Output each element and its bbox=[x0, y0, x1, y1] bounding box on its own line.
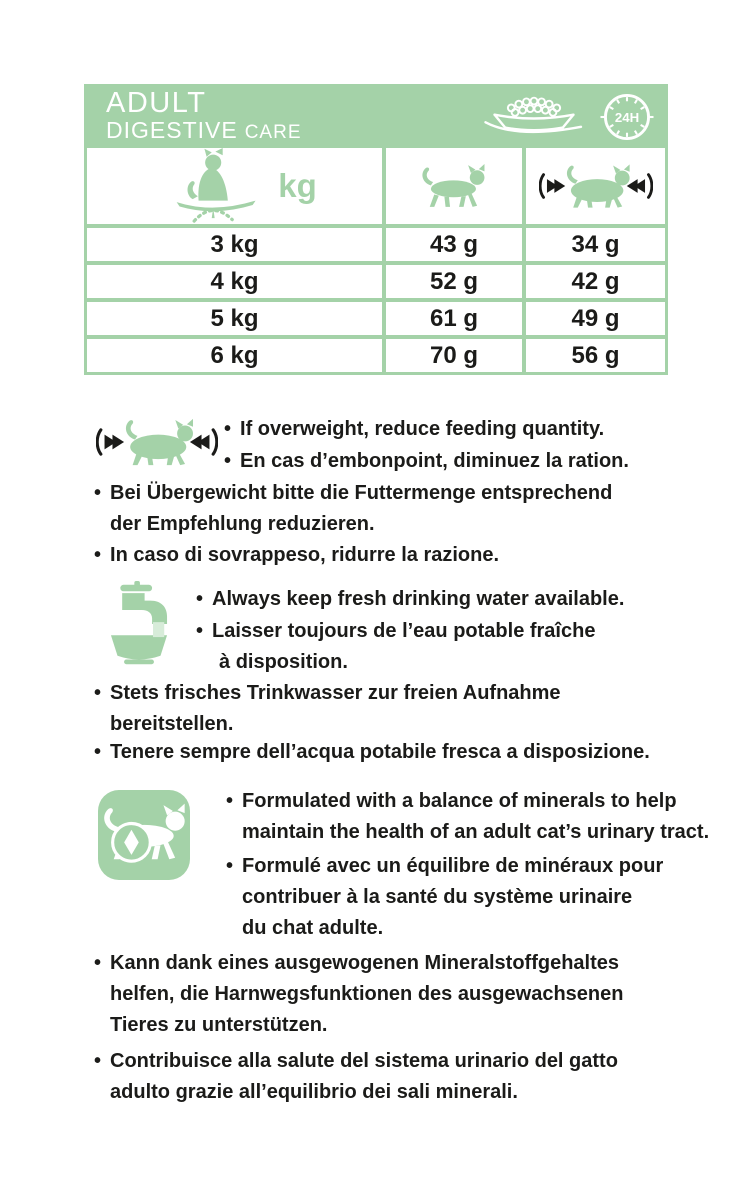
weight-cell: 3 kg bbox=[87, 228, 382, 261]
normal-ration-cell: 61 g bbox=[386, 302, 522, 335]
bullet-glyph: • bbox=[94, 1050, 102, 1072]
feeding-table bbox=[84, 148, 668, 375]
water-tap-icon bbox=[96, 581, 182, 667]
note-urinary-it: • Contribuisce alla salute del sistema urinario del gatto adulto grazie all’equilibrio dei sali minerali. bbox=[94, 1046, 618, 1108]
col-normal-header bbox=[386, 148, 522, 224]
bullet-glyph: • bbox=[224, 418, 232, 440]
note-overweight-fr: • En cas d’embonpoint, diminuez la ration. bbox=[224, 446, 629, 477]
reduced-ration-cell: 56 g bbox=[526, 339, 665, 372]
bullet-glyph: • bbox=[94, 952, 102, 974]
bullet-glyph: • bbox=[226, 855, 234, 877]
note-overweight-de: • Bei Übergewicht bitte die Futtermenge entsprechend der Empfehlung reduzieren. bbox=[94, 478, 612, 540]
urinary-care-icon bbox=[98, 790, 190, 880]
header-band bbox=[84, 84, 668, 148]
normal-ration-cell: 43 g bbox=[386, 228, 522, 261]
cat-overweight-icon bbox=[539, 163, 653, 209]
bullet-glyph: • bbox=[94, 741, 102, 763]
note-water-it: • Tenere sempre dell’acqua potabile fresca a disposizione. bbox=[94, 737, 650, 768]
subtitle-main: DIGESTIVE bbox=[106, 117, 238, 143]
page-subtitle bbox=[106, 117, 302, 144]
note-water-fr: • Laisser toujours de l’eau potable fraîche à disposition. bbox=[196, 616, 595, 678]
reduced-ration-cell: 34 g bbox=[526, 228, 665, 261]
bullet-glyph: • bbox=[94, 482, 102, 504]
reduced-ration-cell: 42 g bbox=[526, 265, 665, 298]
note-urinary-fr: • Formulé avec un équilibre de minéraux pour contribuer à la santé du système urinaire du chat adulte. bbox=[226, 851, 663, 944]
clock-24h-icon bbox=[598, 88, 656, 146]
cat-normal-icon bbox=[418, 164, 490, 208]
bullet-glyph: • bbox=[196, 620, 204, 642]
reduced-ration-cell: 49 g bbox=[526, 302, 665, 335]
note-overweight-it: • In caso di sovrappeso, ridurre la razione. bbox=[94, 540, 499, 571]
cat-overweight-icon bbox=[96, 412, 218, 472]
normal-ration-cell: 52 g bbox=[386, 265, 522, 298]
note-water-de: • Stets frisches Trinkwasser zur freien Aufnahme bereitstellen. bbox=[94, 678, 561, 740]
bullet-glyph: • bbox=[196, 588, 204, 610]
food-bowl-icon bbox=[484, 92, 584, 142]
note-urinary-de: • Kann dank eines ausgewogenen Mineralstoffgehaltes helfen, die Harnwegsfunktionen des ausgewachsenen Tieres zu unterstützen. bbox=[94, 948, 623, 1041]
note-water-en: • Always keep fresh drinking water available. bbox=[196, 584, 624, 615]
page-title: ADULT bbox=[106, 87, 207, 119]
bullet-glyph: • bbox=[94, 682, 102, 704]
note-urinary-en: • Formulated with a balance of minerals to help maintain the health of an adult cat’s urinary tract. bbox=[226, 786, 709, 848]
weight-cell: 5 kg bbox=[87, 302, 382, 335]
col-overweight-header bbox=[526, 148, 665, 224]
bullet-glyph: • bbox=[226, 790, 234, 812]
bullet-glyph: • bbox=[224, 450, 232, 472]
weight-cell: 4 kg bbox=[87, 265, 382, 298]
note-overweight-en: • If overweight, reduce feeding quantity. bbox=[224, 414, 604, 445]
bullet-glyph: • bbox=[94, 544, 102, 566]
weight-cell: 6 kg bbox=[87, 339, 382, 372]
normal-ration-cell: 70 g bbox=[386, 339, 522, 372]
weight-unit-label: kg bbox=[278, 167, 317, 204]
subtitle-care: CARE bbox=[244, 122, 302, 143]
col-weight-header bbox=[87, 148, 382, 224]
clock-24h-label: 24H bbox=[614, 109, 640, 125]
cat-on-scale-icon bbox=[152, 148, 270, 224]
